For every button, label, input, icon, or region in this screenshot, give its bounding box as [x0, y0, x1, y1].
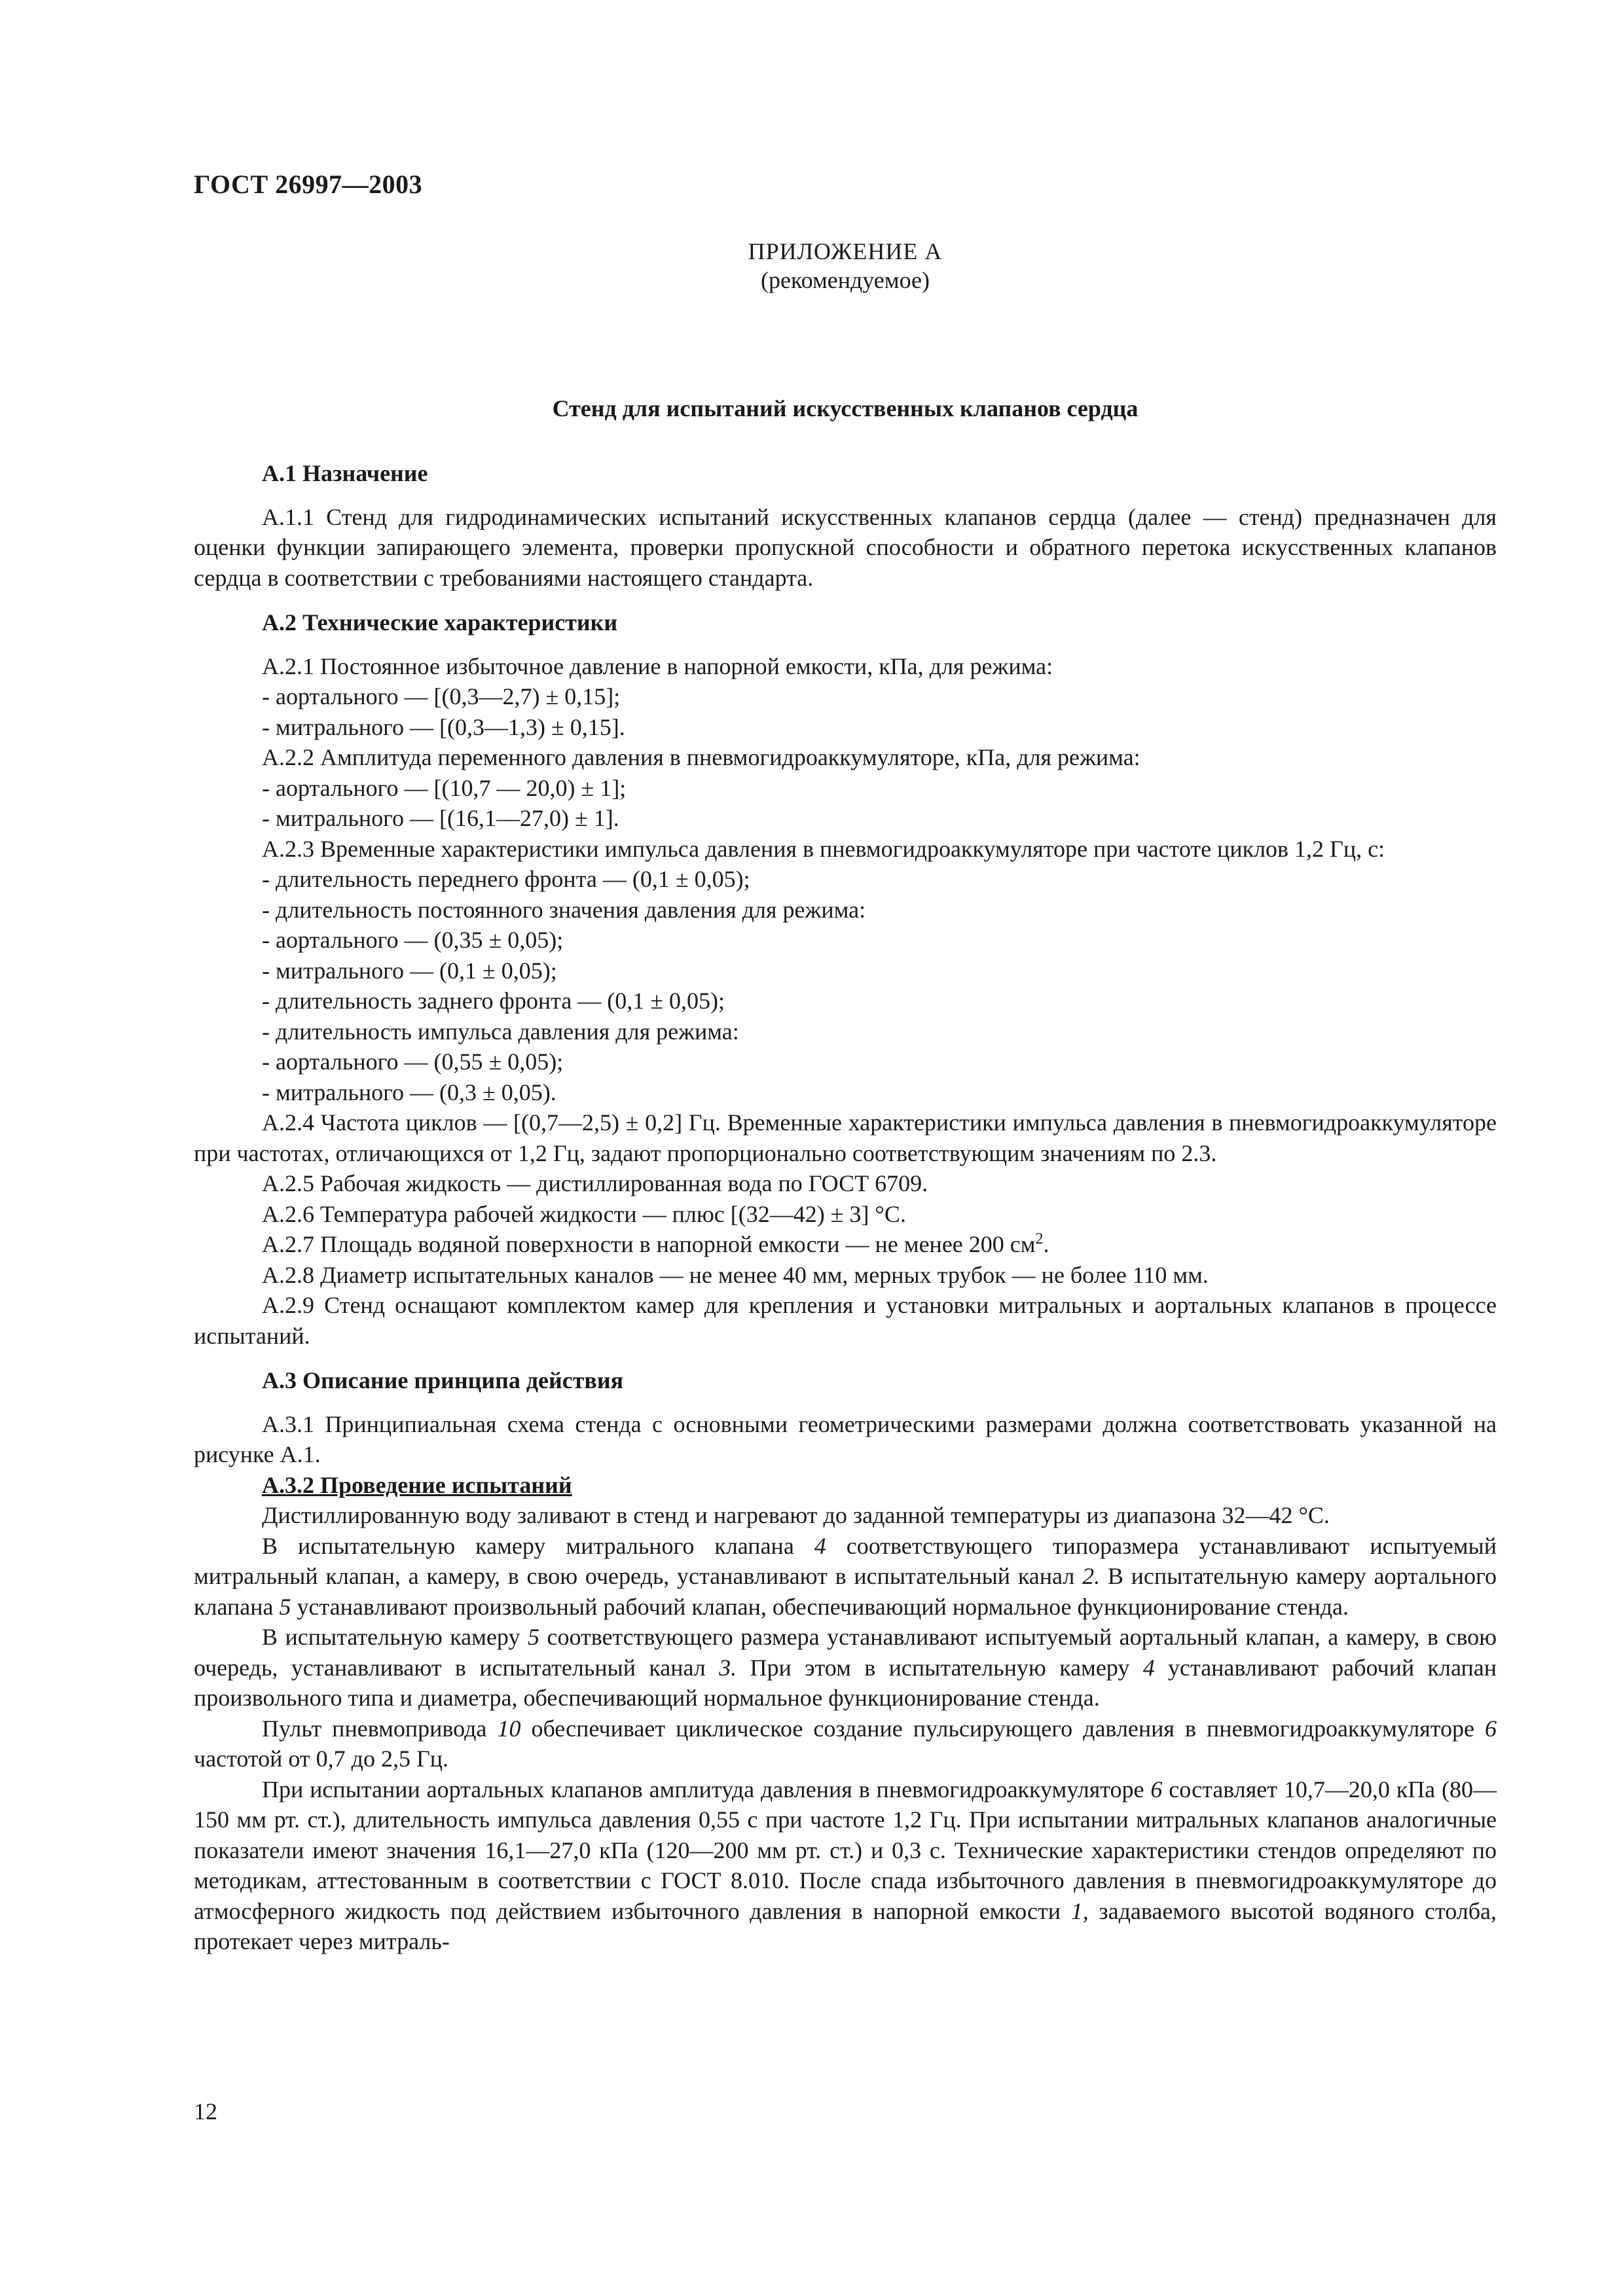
paragraph-a2-5: А.2.5 Рабочая жидкость — дистиллированная вода по ГОСТ 6709.	[262, 1170, 928, 1196]
paragraph-text: устанавливают рабочий клапан произвольного типа и диаметра, обеспечивающий нормальное функционирование стенда.	[194, 1654, 1497, 1711]
paragraph-a2-8: А.2.8 Диаметр испытательных каналов — не менее 40 мм, мерных трубок — не более 110 мм.	[262, 1261, 1209, 1288]
paragraph-a2-9: А.2.9 Стенд оснащают комплектом камер для крепления и установки митральных и аортальных клапанов в процессе испытаний.	[194, 1292, 1497, 1349]
paragraph-text: .	[1043, 1231, 1049, 1257]
paragraph-text: соответствующего размера устанавливают испытуемый аортальный клапан, а камеру, в свою очередь, устанавливают в испытательный канал	[194, 1624, 1497, 1681]
paragraph-a3-2-3	[194, 1622, 1497, 1713]
reference-number: 10	[497, 1715, 521, 1742]
paragraph-text: При этом в испытательную камеру	[737, 1654, 1143, 1681]
list-item: - длительность импульса давления для режима:	[194, 1016, 1497, 1047]
paragraph-a2-3: А.2.3 Временные характеристики импульса давления в пневмогидроаккумуляторе при частоте циклов 1,2 Гц, с:	[262, 835, 1385, 862]
paragraph-a3-1: А.3.1 Принципиальная схема стенда с основными геометрическими размерами должна соответствовать указанной на рисунке А.1.	[194, 1410, 1497, 1467]
paragraph-text: составляет 10,7—20,0 кПа (80—150 мм рт. ст.), длительность импульса давления 0,55 с при частоте 1,2 Гц. При испытании митральных клапанов аналогичные показатели имеют значения 16,1—27,0 кПа (120—200 мм рт. ст.) и 0,3 с. Технические характеристики стендов определяют по методикам, аттестованным в соответствии с ГОСТ 8.010. После спада избыточного давления в пневмогидроаккумуляторе до атмосферного жидкость под действием избыточного давления в напорной емкости	[194, 1776, 1497, 1924]
paragraph-a3-2-2	[194, 1531, 1497, 1623]
paragraph-text: частотой от 0,7 до 2,5 Гц.	[194, 1746, 449, 1772]
list-item: - аортального — (0,35 ± 0,05);	[194, 925, 1497, 956]
reference-number: 6	[1150, 1776, 1163, 1803]
paragraph-text: При испытании аортальных клапанов амплитуда давления в пневмогидроаккумуляторе	[262, 1776, 1151, 1803]
appendix-title: ПРИЛОЖЕНИЕ А	[748, 238, 943, 264]
reference-number: 2.	[1082, 1563, 1101, 1589]
subsection-heading-a3-2: А.3.2 Проведение испытаний	[262, 1471, 572, 1498]
paragraph-text: задаваемого высотой водяного столба, протекает через митраль-	[194, 1897, 1497, 1954]
list-item: - митрального — (0,1 ± 0,05);	[194, 956, 1497, 986]
reference-number: 3.	[719, 1654, 737, 1681]
list-item: - длительность переднего фронта — (0,1 ± 0,05);	[194, 864, 1497, 895]
paragraph-a2-1: А.2.1 Постоянное избыточное давление в напорной емкости, кПа, для режима:	[262, 653, 1053, 679]
main-title: Стенд для испытаний искусственных клапанов сердца	[552, 395, 1139, 422]
paragraph-a1-1: А.1.1 Стенд для гидродинамических испытаний искусственных клапанов сердца (далее — стенд) предназначен для оценки функции запирающего элемента, проверки пропускной способности и обратного перетока искусственных клапанов сердца в соответствии с требованиями настоящего стандарта.	[194, 503, 1497, 591]
paragraph-a2-2: А.2.2 Амплитуда переменного давления в пневмогидроаккумуляторе, кПа, для режима:	[262, 744, 1140, 770]
reference-number: 4	[814, 1532, 826, 1559]
list-item: - аортального — [(0,3—2,7) ± 0,15];	[194, 681, 1497, 712]
paragraph-a2-6: А.2.6 Температура рабочей жидкости — плюс [(32—42) ± 3] °С.	[262, 1200, 906, 1227]
paragraph-a2-4: А.2.4 Частота циклов — [(0,7—2,5) ± 0,2] Гц. Временные характеристики импульса давления в пневмогидроаккумуляторе при частотах, отличающихся от 1,2 Гц, задают пропорционально соответствующим значениям по 2.3.	[194, 1109, 1497, 1166]
paragraph-text: В испытательную камеру	[262, 1624, 528, 1650]
list-item: - митрального — [(0,3—1,3) ± 0,15].	[194, 712, 1497, 743]
paragraph-text: соответствующего типоразмера устанавливают испытуемый митральный клапан, а камеру, в свою очередь, устанавливают в испытательный канал	[194, 1532, 1497, 1589]
list-item: - митрального — [(16,1—27,0) ± 1].	[194, 803, 1497, 834]
section-heading-a2: А.2 Технические характеристики	[262, 609, 618, 636]
paragraph-text: обеспечивает циклическое создание пульсирующего давления в пневмогидроаккумуляторе	[520, 1715, 1486, 1742]
list-item: - митрального — (0,3 ± 0,05).	[194, 1077, 1497, 1108]
paragraph-text: А.2.7 Площадь водяной поверхности в напорной емкости — не менее 200 см	[262, 1231, 1036, 1257]
reference-number: 5	[279, 1593, 291, 1620]
list-item: - длительность постоянного значения давления для режима:	[194, 895, 1497, 925]
paragraph-a2-7	[194, 1229, 1497, 1260]
standard-code: ГОСТ 26997—2003	[194, 170, 423, 199]
paragraph-text: В испытательную камеру митрального клапана	[262, 1532, 814, 1559]
reference-number: 5	[527, 1624, 539, 1650]
document-body	[194, 458, 1497, 1957]
list-item: - аортального — (0,55 ± 0,05);	[194, 1047, 1497, 1077]
paragraph-text: В испытательную камеру аортального клапана	[194, 1563, 1497, 1620]
paragraph-text: Пульт пневмопривода	[262, 1715, 498, 1742]
section-heading-a1: А.1 Назначение	[262, 460, 428, 486]
reference-number: 4	[1142, 1654, 1155, 1681]
appendix-heading	[194, 237, 1497, 295]
paragraph-text: устанавливают произвольный рабочий клапан, обеспечивающий нормальное функционирование стенда.	[291, 1593, 1349, 1620]
reference-number: 1,	[1070, 1897, 1089, 1924]
superscript: 2	[1035, 1230, 1044, 1247]
section-heading-a3: А.3 Описание принципа действия	[262, 1367, 624, 1393]
list-item: - длительность заднего фронта — (0,1 ± 0,05);	[194, 986, 1497, 1016]
reference-number: 6	[1485, 1715, 1497, 1742]
paragraph-a3-2-1: Дистиллированную воду заливают в стенд и нагревают до заданной температуры из диапазона 32—42 °С.	[262, 1502, 1330, 1528]
list-item: - аортального — [(10,7 — 20,0) ± 1];	[194, 773, 1497, 804]
paragraph-a3-2-4	[194, 1713, 1497, 1774]
page-number: 12	[194, 2098, 217, 2125]
appendix-subtitle: (рекомендуемое)	[761, 267, 930, 293]
paragraph-a3-2-5	[194, 1774, 1497, 1957]
